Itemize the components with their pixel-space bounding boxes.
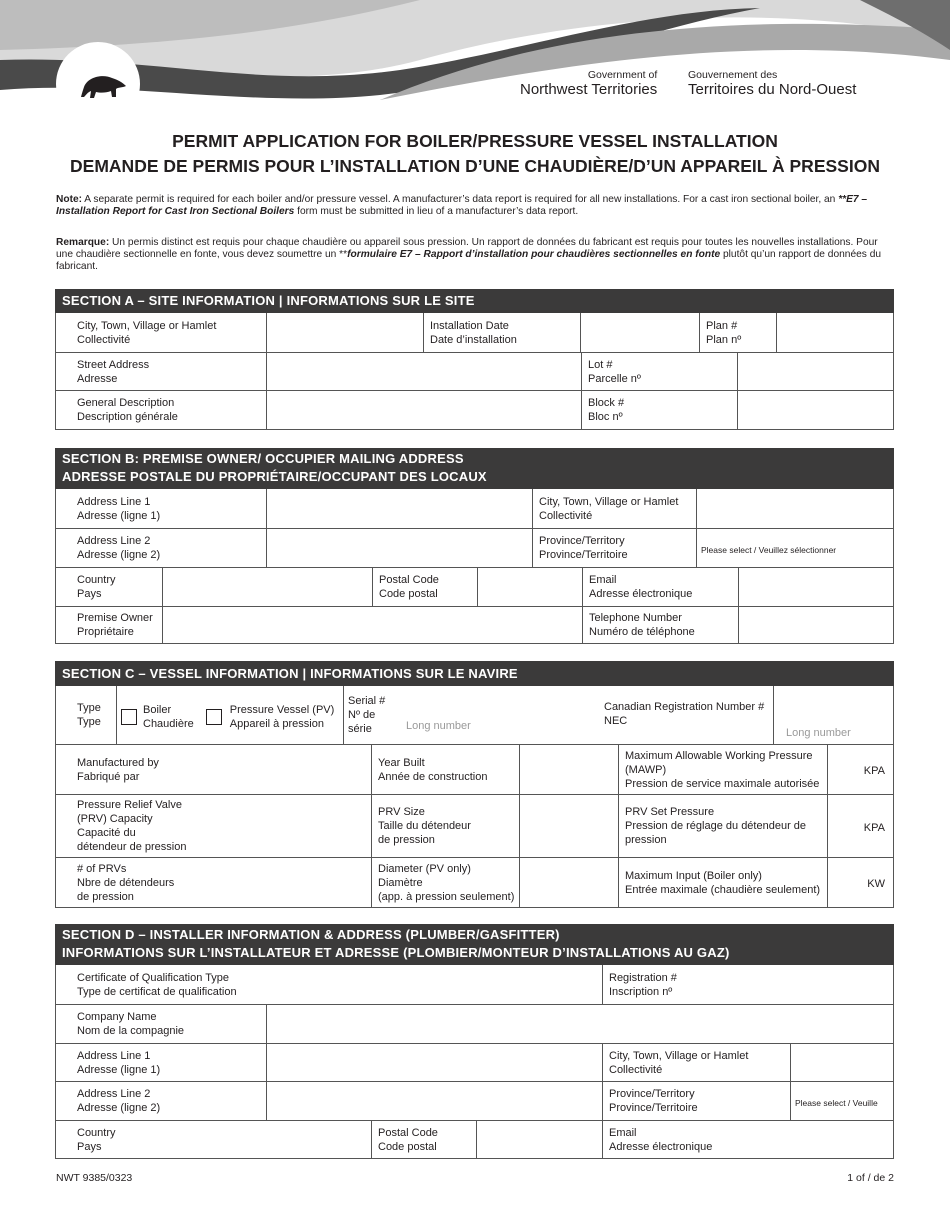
header-swoosh-graphic <box>0 0 950 130</box>
installer-province-label: Province/Territory Province/Territoire <box>602 1082 790 1120</box>
plan-input[interactable] <box>776 313 893 352</box>
prv-size-label: PRV Size Taille du détendeur de pression <box>371 795 519 857</box>
owner-city-label: City, Town, Village or Hamlet Collectivité <box>532 489 696 528</box>
mawp-label: Maximum Allowable Working Pressure (MAWP) Pression de service maximale autorisée <box>618 745 827 794</box>
owner-country-label: Country Pays <box>77 574 116 600</box>
section-b-heading-en: SECTION B: PREMISE OWNER/ OCCUPIER MAILING ADDRESS <box>62 451 464 466</box>
prv-set-pressure-label: PRV Set Pressure Pression de réglage du détendeur de pression <box>618 795 827 857</box>
form-title-fr: DEMANDE DE PERMIS POUR L’INSTALLATION D’UNE CHAUDIÈRE/D’UN APPAREIL À PRESSION <box>70 156 880 176</box>
form-number: NWT 9385/0323 <box>56 1172 133 1184</box>
type-label: Type Type <box>77 702 101 728</box>
section-d-heading-fr: INFORMATIONS SUR L’INSTALLATEUR ET ADRESSE (PLOMBIER/MONTEUR D’INSTALLATIONS AU GAZ) <box>62 945 730 960</box>
prv-set-pressure-input[interactable]: KPA <box>827 795 893 857</box>
section-a-grid <box>55 313 894 430</box>
gov-name-fr <box>688 69 856 98</box>
gnwt-logo <box>56 42 140 126</box>
block-input[interactable] <box>737 391 893 429</box>
city-label: City, Town, Village or Hamlet Collectivité <box>77 319 217 346</box>
section-c-grid <box>55 686 894 908</box>
section-d-grid <box>55 965 894 1159</box>
remarque-text: Un permis distinct est requis pour chaque chaudière ou appareil sous pression. Un rapport de données du fabricant est requis pour toutes les nouvelles installations. Pour une chaudière sectionnelle en fonte, vous devez soumettre un ** <box>56 237 878 261</box>
diameter-label: Diameter (PV only) Diamètre (app. à pression seulement) <box>371 858 519 907</box>
gov-name-en <box>520 69 657 98</box>
gov-fr-small: Gouvernement des <box>688 69 778 81</box>
installer-email-label[interactable]: Email Adresse électronique <box>602 1121 893 1158</box>
note-emphasis: **E7 – Installation Report for Cast Iron Sectional Boilers <box>56 194 868 218</box>
installer-postal-label: Postal Code Code postal <box>371 1121 476 1158</box>
remarque-text-end: plutôt qu’un rapport de données du fabricant. <box>56 249 882 273</box>
note-text: A separate permit is required for each boiler and/or pressure vessel. A manufacturer’s data report is required for all new installations. For a cast iron sectional boiler, an <box>82 194 839 205</box>
company-name-label: Company Name Nom de la compagnie <box>77 1011 185 1037</box>
boiler-checkbox[interactable] <box>121 709 137 725</box>
form-title-en: PERMIT APPLICATION FOR BOILER/PRESSURE VESSEL INSTALLATION <box>172 131 778 151</box>
premise-owner-label: Premise Owner Propriétaire <box>77 612 153 638</box>
section-a-heading: SECTION A – SITE INFORMATION | INFORMATIONS SUR LE SITE <box>55 289 894 313</box>
owner-addr2-label: Address Line 2 Adresse (ligne 2) <box>77 535 161 561</box>
owner-addr1-label: Address Line 1 Adresse (ligne 1) <box>77 495 161 522</box>
description-label: General Description Description générale <box>77 397 178 423</box>
installer-addr2-input[interactable] <box>266 1082 602 1120</box>
note-paragraph <box>56 194 896 218</box>
serial-label: Serial # Nº de série <box>343 686 394 744</box>
boiler-option-label: Boiler Chaudière <box>143 703 194 730</box>
owner-addr1-input[interactable] <box>266 489 532 528</box>
prv-count-label: # of PRVs Nbre de détendeurs de pression <box>77 862 175 903</box>
installer-city-input[interactable] <box>790 1044 893 1081</box>
installer-city-label: City, Town, Village or Hamlet Collectivité <box>602 1044 790 1081</box>
installer-country-label: Country Pays <box>77 1126 116 1153</box>
owner-email-input[interactable] <box>738 568 893 606</box>
serial-input[interactable]: Long number <box>406 720 471 732</box>
lot-input[interactable] <box>737 353 893 390</box>
section-c-heading: SECTION C – VESSEL INFORMATION | INFORMATIONS SUR LE NAVIRE <box>55 661 894 686</box>
crn-placeholder: Long number <box>786 727 851 739</box>
lot-label: Lot # Parcelle nº <box>581 353 737 390</box>
owner-postal-input[interactable] <box>477 568 582 606</box>
section-d-heading <box>55 924 894 965</box>
installer-addr2-label: Address Line 2 Adresse (ligne 2) <box>77 1088 161 1114</box>
description-input[interactable] <box>266 391 581 429</box>
crn-label: Canadian Registration Number # NEC <box>604 701 765 727</box>
note-label: Note: <box>56 194 83 205</box>
city-input[interactable] <box>266 313 423 352</box>
manufacturer-label: Manufactured by Fabriqué par <box>77 756 159 783</box>
company-name-input[interactable] <box>266 1005 893 1043</box>
section-b-grid <box>55 489 894 644</box>
owner-city-input[interactable] <box>696 489 893 528</box>
premise-owner-input[interactable] <box>162 607 582 643</box>
mawp-input[interactable]: KPA <box>827 745 893 794</box>
street-input[interactable] <box>266 353 581 390</box>
street-label: Street Address Adresse <box>77 358 150 385</box>
section-b-heading <box>55 448 894 489</box>
registration-label[interactable]: Registration # Inscription nº <box>602 965 893 1004</box>
owner-email-label: Email Adresse électronique <box>582 568 738 606</box>
max-input-label: Maximum Input (Boiler only) Entrée maximale (chaudière seulement) <box>618 858 827 907</box>
owner-addr2-input[interactable] <box>266 529 532 567</box>
type-options <box>116 686 343 744</box>
remarque-label: Remarque: <box>56 237 110 248</box>
installer-addr1-input[interactable] <box>266 1044 602 1081</box>
year-built-input[interactable] <box>519 745 618 794</box>
gov-en-big: Northwest Territories <box>520 81 658 98</box>
serial-crn-area <box>394 686 773 744</box>
installer-addr1-label: Address Line 1 Adresse (ligne 1) <box>77 1049 161 1076</box>
max-input-field[interactable]: KW <box>827 858 893 907</box>
block-label: Block # Bloc nº <box>581 391 737 429</box>
owner-postal-label: Postal Code Code postal <box>372 568 477 606</box>
diameter-input[interactable] <box>519 858 618 907</box>
install-date-label: Installation Date Date d’installation <box>423 313 580 352</box>
gov-en-small: Government of <box>587 69 658 81</box>
owner-province-label: Province/Territory Province/Territoire <box>532 529 696 567</box>
prv-capacity-label: Pressure Relief Valve (PRV) Capacity Capacité du détendeur de pression <box>77 799 187 853</box>
plan-label: Plan # Plan nº <box>699 313 776 352</box>
owner-country-input[interactable] <box>162 568 372 606</box>
owner-province-select[interactable]: Please select / Veuillez sélectionner <box>696 529 893 567</box>
section-d-heading-en: SECTION D – INSTALLER INFORMATION & ADDRESS (PLUMBER/GASFITTER) <box>62 927 560 942</box>
remarque-emphasis: formulaire E7 – Rapport d’installation pour chaudières sectionnelles en fonte <box>347 249 721 261</box>
note-text-end: form must be submitted in lieu of a manufacturer’s data report. <box>294 206 579 218</box>
section-b-heading-fr: ADRESSE POSTALE DU PROPRIÉTAIRE/OCCUPANT DES LOCAUX <box>62 469 487 484</box>
year-built-label: Year Built Année de construction <box>371 745 519 794</box>
page-number: 1 of / de 2 <box>847 1172 894 1184</box>
pressure-vessel-checkbox[interactable] <box>206 709 222 725</box>
certificate-type-label[interactable]: Certificate of Qualification Type Type de certificat de qualification <box>77 971 237 998</box>
owner-phone-input[interactable] <box>738 607 893 643</box>
crn-input[interactable] <box>773 686 893 744</box>
owner-phone-label: Telephone Number Numéro de téléphone <box>582 607 738 643</box>
pressure-vessel-option-label: Pressure Vessel (PV) Appareil à pression <box>229 703 335 730</box>
prv-size-input[interactable] <box>519 795 618 857</box>
remarque-paragraph <box>56 237 896 274</box>
installer-province-select[interactable]: Please select / Veuille <box>790 1082 893 1120</box>
gov-fr-big: Territoires du Nord-Ouest <box>688 81 857 98</box>
installer-postal-input[interactable] <box>476 1121 602 1158</box>
polar-bear-icon <box>56 42 140 126</box>
install-date-input[interactable] <box>580 313 699 352</box>
